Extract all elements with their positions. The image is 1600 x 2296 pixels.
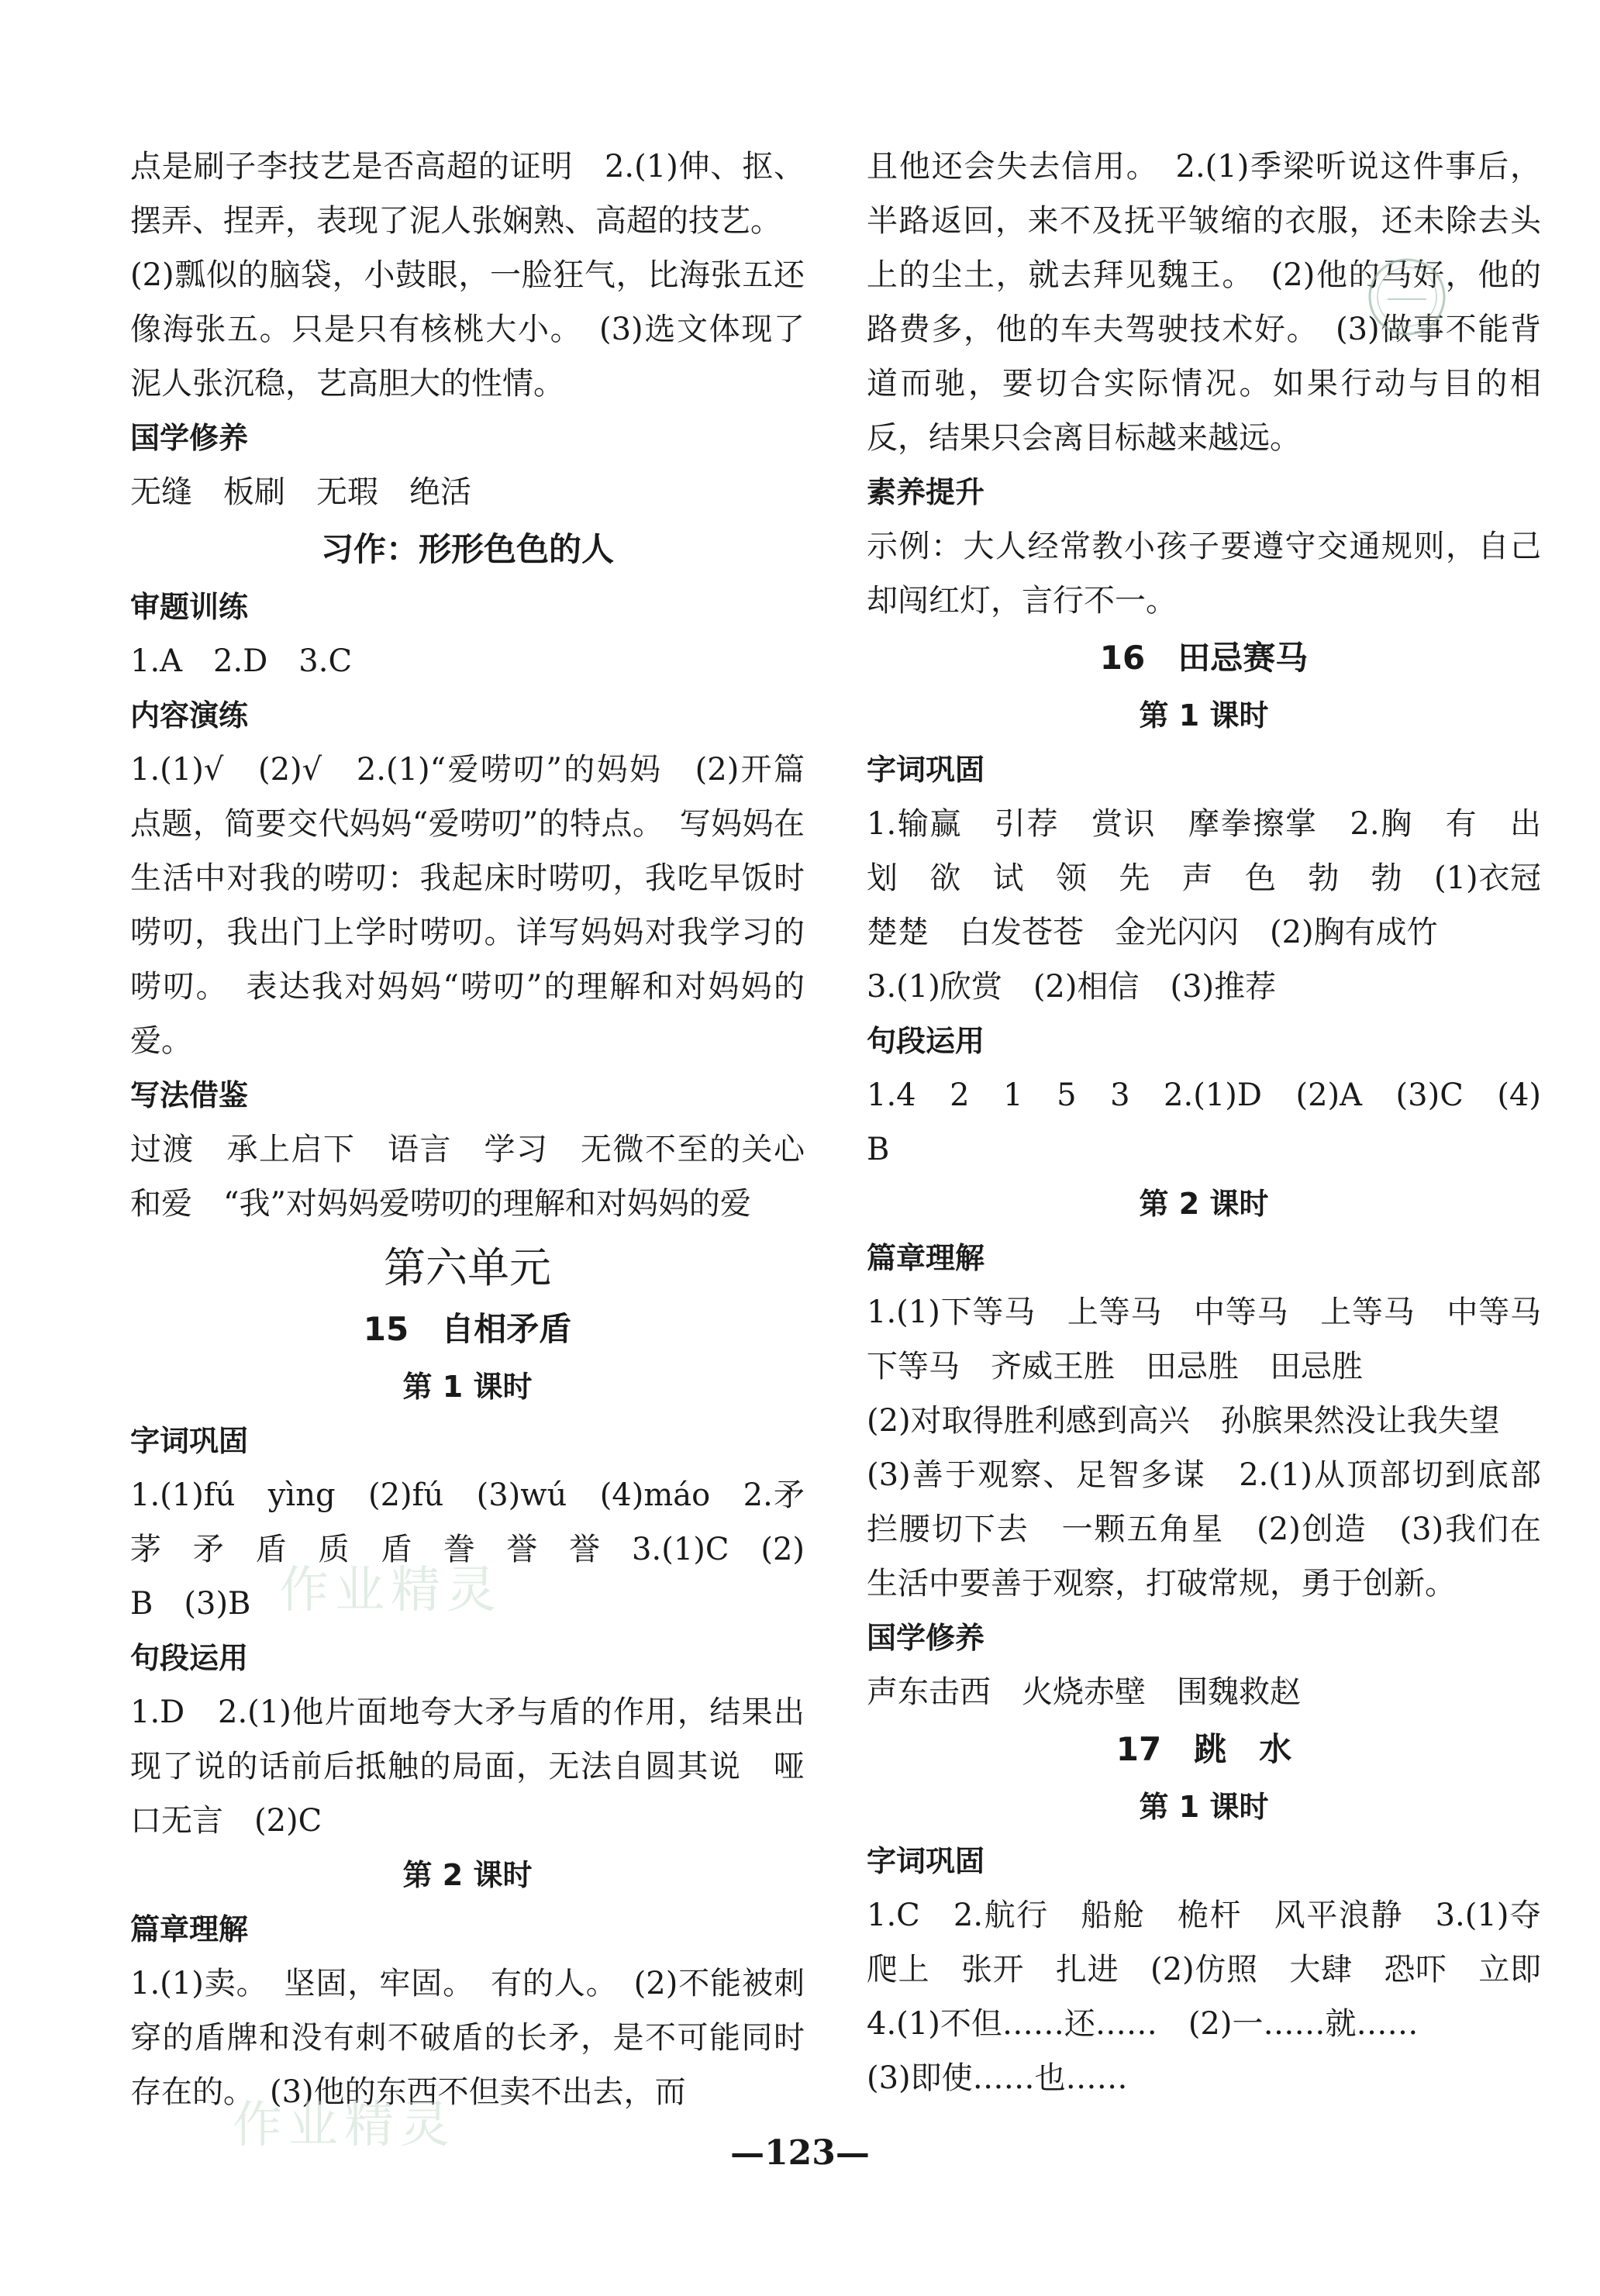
section-heading: 素养提升	[867, 475, 985, 509]
answer-paragraph: 1.(1)fú yìng (2)fú (3)wú (4)máo 2.矛 茅 矛 盾 质 盾 誊 誉 誉 3.(1)C (2)B (3)B	[130, 1477, 836, 1622]
section-heading: 字词巩固	[867, 753, 985, 787]
lesson-title: 习作：形形色色的人	[320, 530, 614, 568]
answer-paragraph: (2)瓢似的脑袋，小鼓眼，一脸狂气，比海张五还像海张五。只是只有核桃大小。 (3)选文体现了泥人张沉稳，艺高胆大的性情。	[130, 257, 805, 402]
lesson-period-heading: 第 2 课时	[402, 1858, 533, 1892]
lesson-period-heading: 第 1 课时	[1139, 698, 1269, 733]
answer-paragraph: 1.C 2.航行 船舱 桅杆 风平浪静 3.(1)夺 爬上 张开 扎进 (2)仿照 大肆 恐吓 立即 4.(1)不但……还…… (2)一……就……	[867, 1898, 1572, 2042]
section-heading: 国学修养	[130, 421, 249, 455]
section-heading: 审题训练	[130, 590, 249, 624]
section-heading: 句段运用	[867, 1024, 985, 1058]
lesson-title: 16 田忌赛马	[1099, 639, 1309, 677]
answer-paragraph: 无缝 板刷 无瑕 绝活	[130, 474, 471, 510]
lesson-title: 17 跳 水	[1116, 1730, 1292, 1768]
section-heading: 国学修养	[867, 1621, 985, 1655]
lesson-period-heading: 第 1 课时	[402, 1370, 533, 1404]
watermark-top: 作业精灵	[279, 1562, 502, 1619]
section-heading: 字词巩固	[130, 1424, 249, 1458]
answer-paragraph: 1.D 2.(1)他片面地夸大矛与盾的作用，结果出现了说的话前后抵触的局面，无法自圆其说 哑口无言 (2)C	[130, 1694, 805, 1839]
answer-paragraph: 1.A 2.D 3.C	[130, 643, 353, 679]
section-heading: 句段运用	[130, 1641, 249, 1675]
answer-paragraph: 示例：大人经常教小孩子要遵守交通规则，自己却闯红灯，言行不一。	[867, 529, 1541, 619]
answer-paragraph: 且他还会失去信用。 2.(1)季梁听说这件事后，半路返回，来不及抚平皱缩的衣服，还未除去头上的尘土，就去拜见魏王。 (2)他的马好，他的路费多，他的车夫驾驶技术好。 (3)做事不能背道而驰，要切合实际情况。如果行动与目的相反，结果只会离目标越来越远。	[867, 149, 1541, 456]
left-column	[130, 140, 836, 2119]
answer-paragraph: 1.4 2 1 5 3 2.(1)D (2)A (3)C (4)B	[867, 1077, 1541, 1167]
watermark-bottom: 作业精灵	[233, 2097, 456, 2154]
unit-heading: 第六单元	[384, 1243, 551, 1292]
watermark-stamp-icon	[1364, 254, 1450, 340]
section-heading: 篇章理解	[867, 1241, 985, 1275]
lesson-title: 15 自相矛盾	[363, 1310, 572, 1348]
answer-paragraph: 1.(1)下等马 上等马 中等马 上等马 中等马 下等马 齐威王胜 田忌胜 田忌胜	[867, 1295, 1572, 1384]
section-heading: 字词巩固	[867, 1844, 985, 1878]
answer-paragraph: 点是刷子李技艺是否高超的证明 2.(1)伸、抠、摆弄、捏弄，表现了泥人张娴熟、高超的技艺。	[130, 149, 805, 239]
answer-paragraph: (3)善于观察、足智多谋 2.(1)从顶部切到底部 拦腰切下去 一颗五角星 (2)创造 (3)我们在生活中要善于观察，打破常规，勇于创新。	[867, 1457, 1572, 1601]
answer-paragraph: 1.(1)√ (2)√ 2.(1)“爱唠叨”的妈妈 (2)开篇点题，简要交代妈妈“爱唠叨”的特点。 写妈妈在生活中对我的唠叨：我起床时唠叨，我吃早饭时唠叨，我出门上学时唠叨。详写妈妈对我学习的唠叨。 表达我对妈妈“唠叨”的理解和对妈妈的爱。	[130, 752, 805, 1059]
section-heading: 写法借鉴	[130, 1078, 249, 1112]
right-column	[867, 140, 1572, 2105]
lesson-period-heading: 第 1 课时	[1139, 1790, 1269, 1824]
section-heading: 篇章理解	[130, 1912, 249, 1946]
answer-paragraph: 声东击西 火烧赤壁 围魏救赵	[867, 1674, 1301, 1710]
page-number: —123—	[730, 2133, 870, 2173]
section-heading: 内容演练	[130, 698, 249, 733]
answer-paragraph: (2)对取得胜利感到高兴 孙膑果然没让我失望	[867, 1403, 1500, 1439]
answer-paragraph: 1.(1)卖。 坚固，牢固。 有的人。 (2)不能被刺穿的盾牌和没有刺不破盾的长矛，是不可能同时存在的。 (3)他的东西不但卖不出去，而	[130, 1966, 805, 2110]
answer-paragraph: (3)即使……也……	[867, 2060, 1128, 2096]
answer-paragraph: 过渡 承上启下 语言 学习 无微不至的关心和爱 “我”对妈妈爱唠叨的理解和对妈妈的爱	[130, 1132, 805, 1222]
lesson-period-heading: 第 2 课时	[1139, 1187, 1269, 1221]
answer-paragraph: 1.输赢 引荐 赏识 摩拳擦掌 2.胸 有 出 划 欲 试 领 先 声 色 勃 勃 (1)衣冠楚楚 白发苍苍 金光闪闪 (2)胸有成竹	[867, 806, 1572, 950]
answer-paragraph: 3.(1)欣赏 (2)相信 (3)推荐	[867, 969, 1277, 1005]
